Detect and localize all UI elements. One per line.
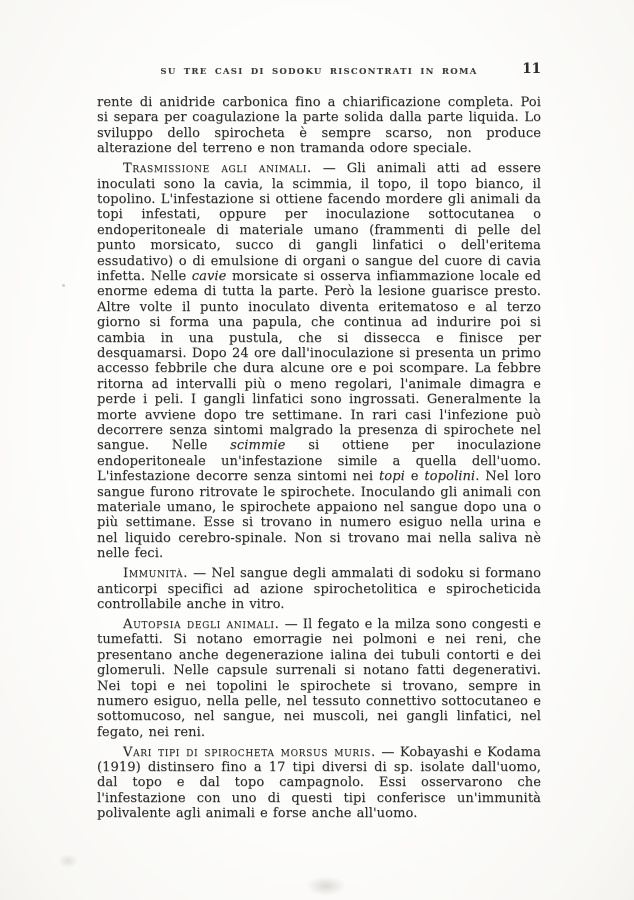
section-heading: Autopsia degli animali. [123,616,280,632]
section-heading: Vari tipi di spirocheta morsus muris. [123,744,376,760]
text-segment: e [404,469,425,485]
running-header [97,61,541,80]
page-number: 11 [522,61,541,77]
text-segment: — Gli animali atti ad essere inoculati sono la cavia, la scimmia, il topo, il topo bianco, il topolino. L'infestazione si ottiene facendo mordere gli animali da topi infestati, oppure per inoculazione sottocutanea o endoperitoneale di materiale umano (frammenti di pelle del punto morsicato, succo di gangli linfatici o dell'eritema essudativo) o di emulsione di organi o sangue del cuore di cavia infetta. Nelle [97,161,542,284]
scan-artifact [306,876,346,896]
page-body [97,95,541,826]
section-heading: Trasmissione agli animali. [123,161,312,177]
text-segment: — Il fegato e la milza sono congesti e tumefatti. Si notano emorragie nei polmoni e nei reni, che presentano anche degenerazione ialina dei tubuli contorti e dei glomeruli. Nelle capsule surrenali si notano fatti degenerativi. Nei topi e nei topolini le spirochete si trovano, sempre in numero esiguo, nella pelle, nel tessuto connettivo sottocutaneo e sottomucoso, nel sangue, nei muscoli, nei gangli linfatici, nel fegato, nei reni. [97,616,541,740]
text-segment: si ottiene per inoculazione endoperitoneale un'infestazione simile a quella dell'uomo. L'infestazione decorre senza sintomi nei [97,438,541,485]
paragraph-immunita [97,566,541,612]
italic-term: cavie [191,268,227,284]
text-segment: — Nel sangue degli ammalati di sodoku si formano anticorpi specifici ad azione spirochetolitica e spirocheticida controllabile anche in vitro. [97,566,541,612]
italic-term: topolini [424,469,476,485]
scan-artifact [58,854,78,868]
paragraph-continuation [97,95,541,157]
text-segment: . Nel loro sangue furono ritrovate le spirochete. Inoculando gli animali con materiale umano, le spirochete appaiono nel sangue dopo una o più settimane. Esse si trovano in numero esiguo nella urina e nel liquido cerebro-spinale. Non si trovano mai nella saliva nè nelle feci. [97,469,542,562]
paragraph-vari-tipi [97,745,541,822]
italic-term: topi [378,469,405,485]
paragraph-trasmissione [97,161,541,562]
scan-artifact [62,284,65,287]
text-segment: rente di anidride carbonica fino a chiarificazione completa. Poi si separa per coagulazione la parte solida dalla parte liquida. Lo sviluppo dello spirocheta è sempre scarso, non produce alterazione del terreno e non tramanda odore speciale. [97,95,541,157]
text-segment: morsicate si osserva infiammazione locale ed enorme edema di tutta la parte. Però la lesione guarisce presto. Altre volte il punto inoculato diventa eritematoso e al terzo giorno si forma una papula, che continua ad indurire poi si cambia in una pustula, che si dissecca e finisce per desquamarsi. Dopo 24 ore dall'inoculazione si presenta un primo accesso febbrile che dura alcune ore e poi scompare. La febbre ritorna ad intervalli più o meno regolari, l'animale dimagra e perde i peli. I gangli linfatici sono ingrossati. Generalmente la morte avviene dopo tre settimane. In rari casi l'infezione può decorrere senza sintomi malgrado la presenza di spirochete nel sangue. Nelle [97,268,541,454]
text-segment: — Kobayashi e Kodama (1919) distinsero fino a 17 tipi diversi di sp. isolate dall'uomo, dal topo e dal topo campagnolo. Essi osservarono che l'infestazione con uno di questi tipi conferisce un'immunità polivalente agli animali e forse anche all'uomo. [97,744,542,822]
section-heading: Immunità. [123,566,189,582]
paragraph-autopsia [97,617,541,740]
italic-term: scimmie [230,438,286,454]
running-title: SU TRE CASI DI SODOKU RISCONTRATI IN ROMA [160,67,478,77]
